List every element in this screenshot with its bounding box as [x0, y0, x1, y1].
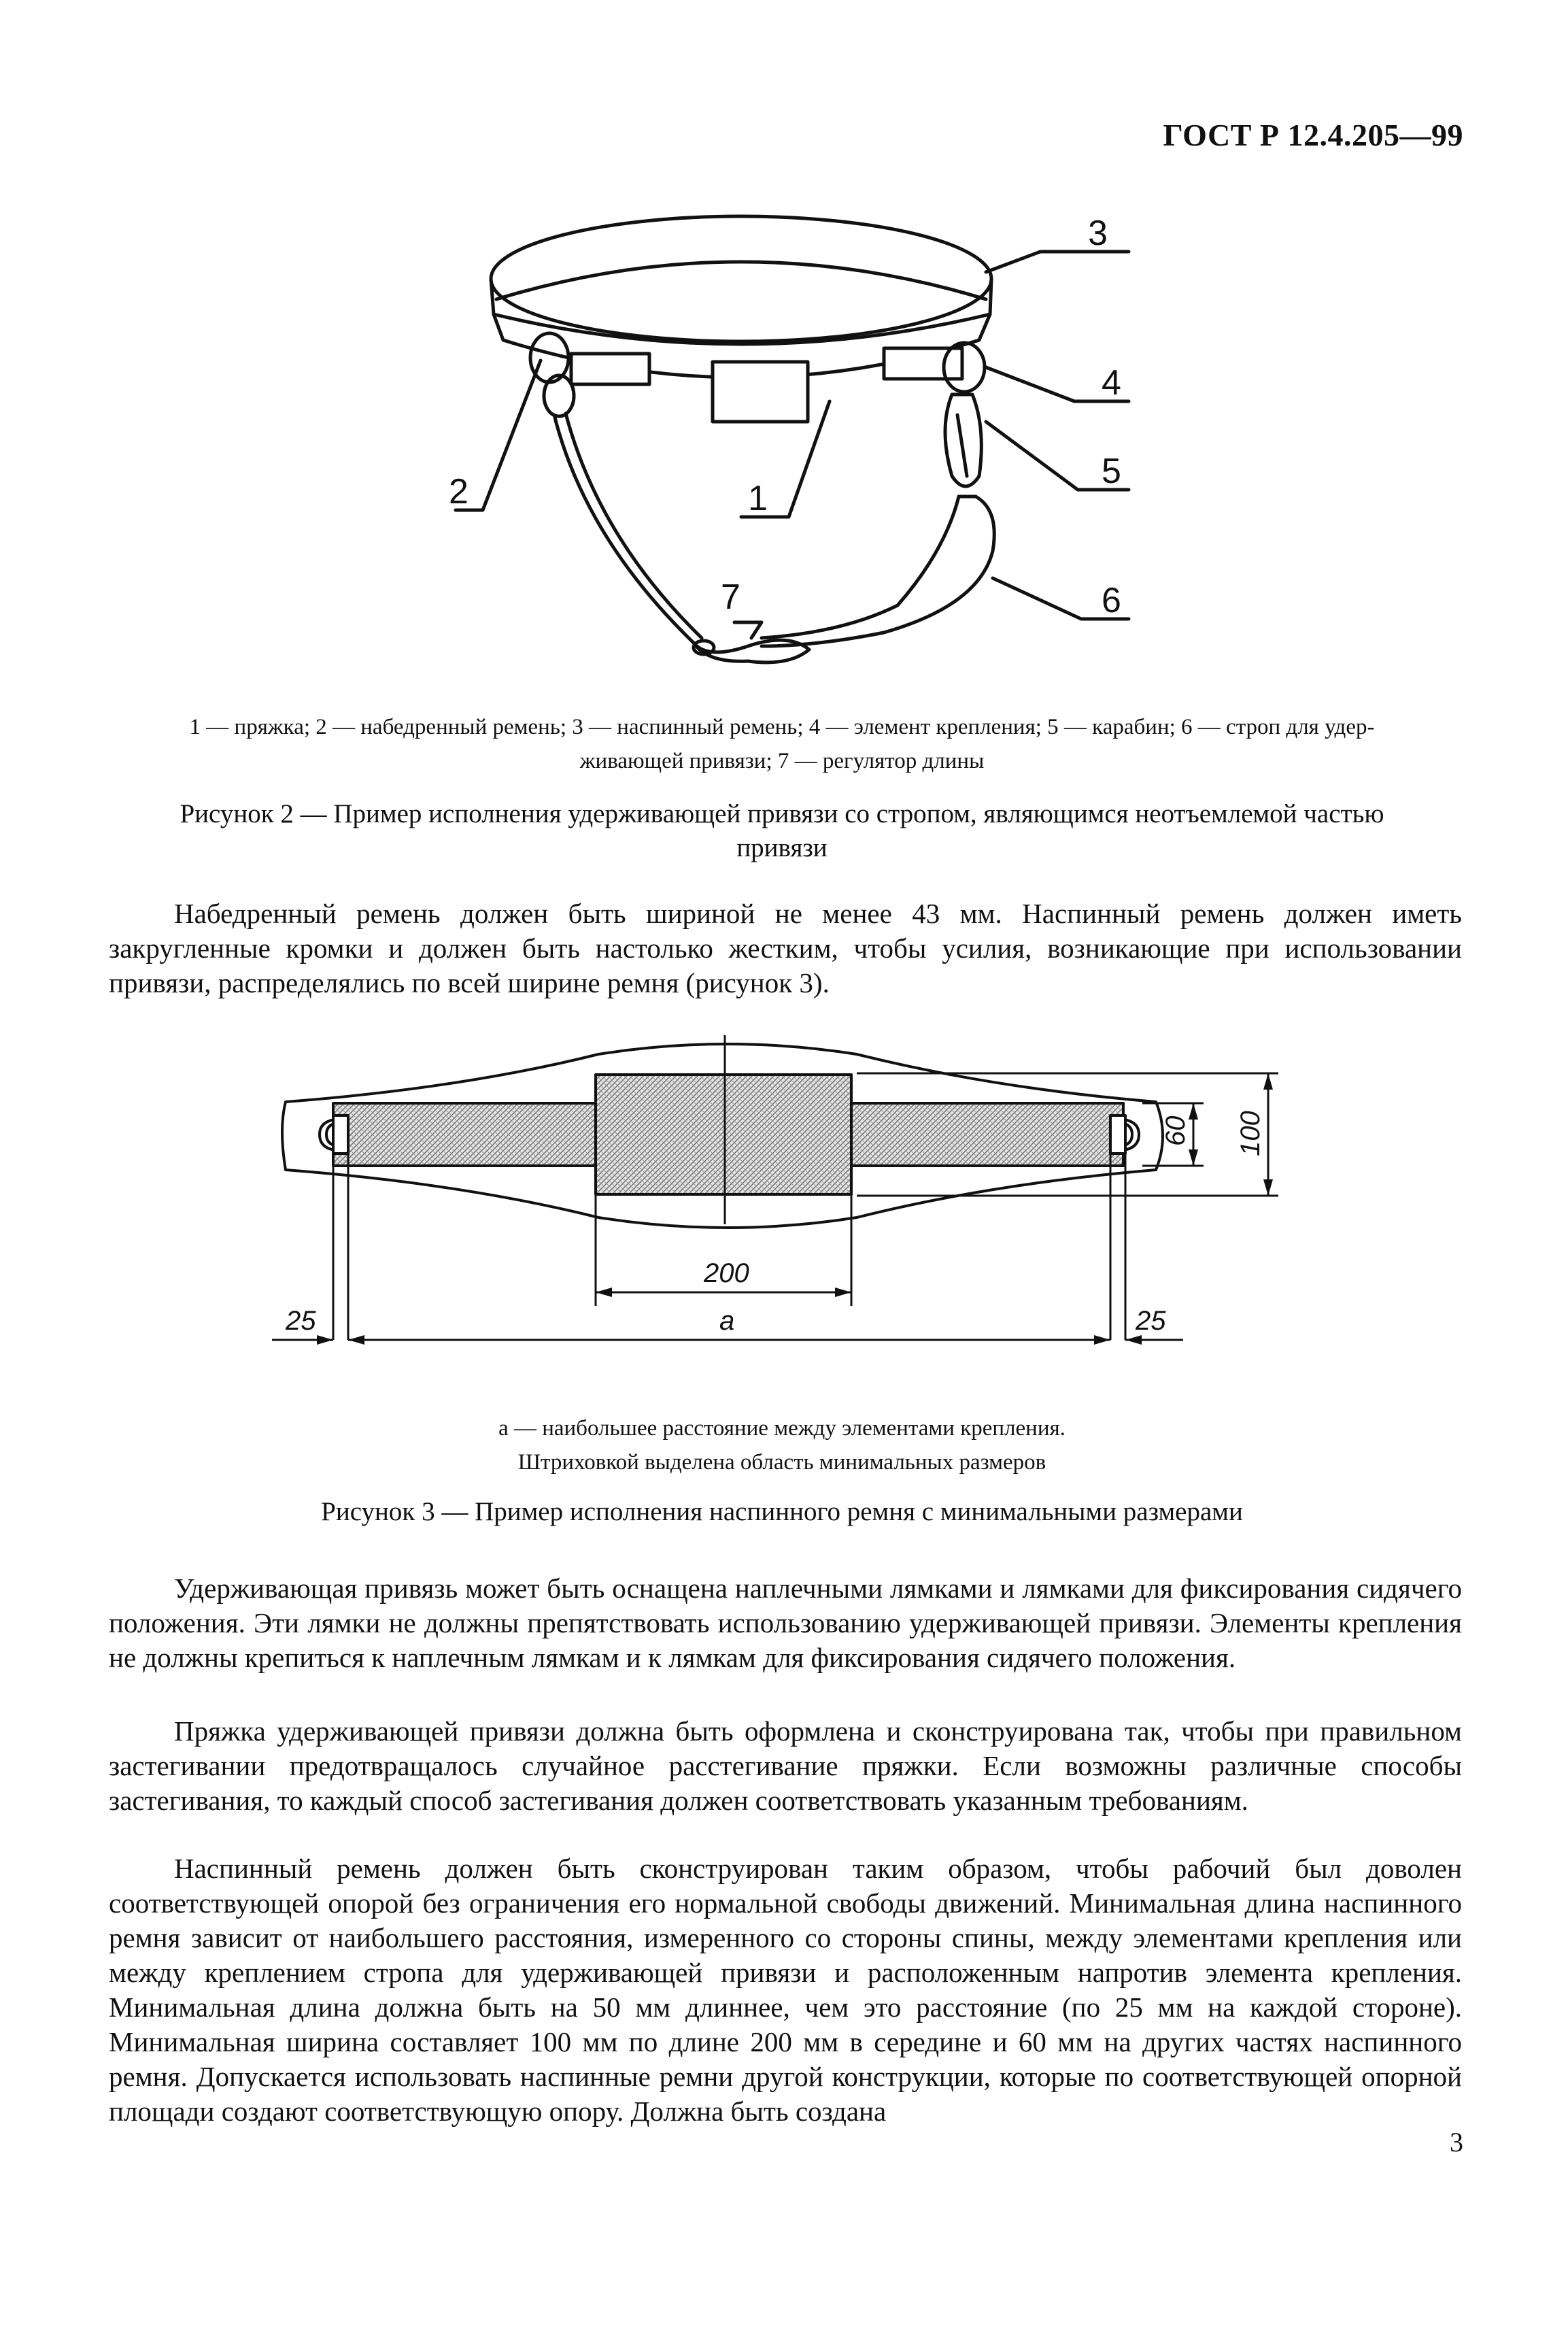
figure-3-legend-line-2: Штриховкой выделена область минимальных размеров	[517, 1450, 1046, 1475]
figure-3-legend	[102, 1411, 1462, 1479]
figure-2-label-7: 7	[721, 577, 740, 617]
paragraph-belt-width: Набедренный ремень должен быть шириной не менее 43 мм. Наспинный ремень должен иметь закругленные кромки и должен быть настолько жестким, чтобы усилия, возникающие при использовании привязи, распределялись по всей ширине ремня (рисунок 3).	[109, 898, 1462, 998]
figure-2-label-2: 2	[449, 472, 468, 511]
paragraph-buckle: Пряжка удерживающей привязи должна быть оформлена и сконструирована так, чтобы при правильном застегивании предотвращалось случайное расстегивание пряжки. Если возможны различные способы застегивания, то каждый способ застегивания должен соответствовать указанным требованиям.	[109, 1715, 1462, 1816]
figure-3-dimension-left-25: 25	[286, 1306, 316, 1336]
figure-2-label-1: 1	[748, 479, 768, 518]
figure-2-caption-line-1: Рисунок 2 — Пример исполнения удерживающей привязи со стропом, являющимся неотъемлемой частью	[180, 799, 1384, 828]
figure-2-label-4: 4	[1102, 363, 1121, 403]
figure-2-legend-line-1: 1 — пряжка; 2 — набедренный ремень; 3 — наспинный ремень; 4 — элемент крепления; 5 — карабин; 6 — строп для удер-	[189, 715, 1375, 739]
figure-2-label-5: 5	[1102, 452, 1121, 491]
figure-3-dimension-a: a	[719, 1306, 735, 1336]
paragraph-shoulder-straps: Удерживающая привязь может быть оснащена наплечными лямками и лямками для фиксирования сидячего положения. Эти лямки не должны препятствовать использованию удерживающей привязи. Элементы крепления не должны крепиться к наплечным лямкам и к лямкам для фиксирования сидячего положения.	[109, 1573, 1462, 1673]
figure-3-legend-line-1: a — наибольшее расстояние между элементами крепления.	[498, 1416, 1066, 1441]
figure-3-dimension-200: 200	[704, 1258, 749, 1288]
figure-2-legend	[102, 710, 1462, 778]
figure-2-harness-drawing	[408, 197, 1156, 687]
document-code: ГОСТ Р 12.4.205—99	[1163, 118, 1463, 152]
figure-3-dimension-100: 100	[1235, 1111, 1265, 1156]
paragraph-back-belt: Наспинный ремень должен быть сконструирован таким образом, чтобы рабочий был доволен соответствующей опорой без ограничения его нормальной свободы движений. Минимальная длина наспинного ремня зависит от наибольшего расстояния, измеренного со стороны спины, между элементами крепления или между креплением стропа для удерживающей привязи и расположенным напротив элемента крепления. Минимальная длина должна быть на 50 мм длиннее, чем это расстояние (по 25 мм на каждой стороне). Минимальная ширина составляет 100 мм по длине 200 мм в середине и 60 мм на других частях наспинного ремня. Допускается использовать наспинные ремни другой конструкции, которые по соответствующей опорной площади создают соответствующую опору. Должна быть создана	[109, 1853, 1462, 2127]
figure-3-dimension-60: 60	[1161, 1115, 1191, 1146]
figure-2-caption-line-2: привязи	[736, 833, 828, 862]
figure-2-caption	[102, 797, 1462, 865]
figure-2-legend-line-2: живающей привязи; 7 — регулятор длины	[579, 749, 985, 773]
figure-3-belt-drawing	[258, 1020, 1319, 1374]
figure-2-label-3: 3	[1088, 214, 1108, 253]
figure-3-dimension-right-25: 25	[1136, 1306, 1166, 1336]
figure-3-caption: Рисунок 3 — Пример исполнения наспинного ремня с минимальными размерами	[321, 1497, 1243, 1526]
page-number: 3	[1450, 2127, 1463, 2157]
figure-2-label-6: 6	[1102, 581, 1121, 620]
